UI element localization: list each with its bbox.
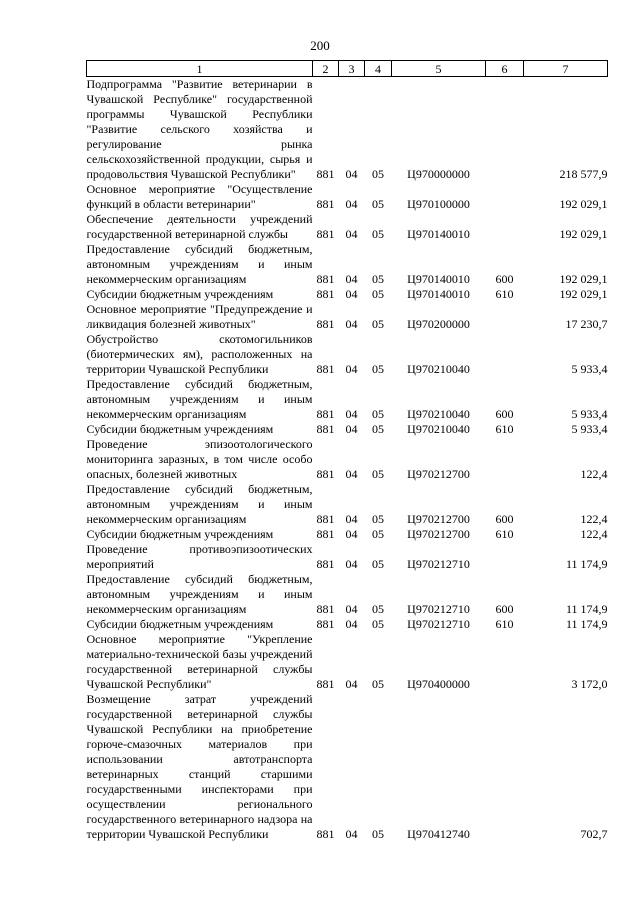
cell-amount: 192 029,1 <box>559 197 608 211</box>
row-name: Обеспечение деятельности учреждений государственной ветеринарной службы <box>86 212 313 241</box>
cell-target: Ц970100000 <box>407 197 470 211</box>
cell-subsection: 05 <box>372 512 384 526</box>
cell-ministry: 881 <box>316 557 335 571</box>
row-name: Предоставление субсидий бюджетным, автономным учреждениям и иным некоммерческим организациям <box>86 482 313 526</box>
cell-amount: 17 230,7 <box>565 317 608 331</box>
cell-section: 04 <box>345 827 358 841</box>
cell-ministry: 881 <box>316 827 335 841</box>
table-row <box>87 632 608 692</box>
table-row <box>87 542 608 572</box>
table-row <box>87 422 608 437</box>
col-header-3: 3 <box>339 61 365 77</box>
row-name: Возмещение затрат учреждений государственной ветеринарной службы Чувашской Республики на приобретение горюче-смазочных материалов при использовании автотранспорта ветеринарных станций старшими государственными инспекторами при осуществлении регионального государственного ветеринарного надзора на территории Чувашской Республики <box>86 692 313 841</box>
cell-expense-type: 600 <box>495 512 514 526</box>
cell-subsection: 05 <box>372 287 384 301</box>
cell-section: 04 <box>345 197 358 211</box>
table-row <box>87 287 608 302</box>
cell-target: Ц970210040 <box>407 422 470 436</box>
cell-section: 04 <box>345 602 358 616</box>
row-name: Субсидии бюджетным учреждениям <box>86 422 274 436</box>
table-row <box>87 692 608 842</box>
table-row <box>87 617 608 632</box>
cell-expense-type: 610 <box>495 422 514 436</box>
cell-ministry: 881 <box>316 407 335 421</box>
cell-ministry: 881 <box>316 272 335 286</box>
table-row <box>87 212 608 242</box>
table-row <box>87 302 608 332</box>
cell-section: 04 <box>345 512 358 526</box>
table-row <box>87 332 608 377</box>
table-header-row <box>87 61 608 77</box>
cell-section: 04 <box>345 527 358 541</box>
cell-amount: 5 933,4 <box>571 422 608 436</box>
col-header-5: 5 <box>392 61 486 77</box>
cell-target: Ц970140010 <box>407 287 470 301</box>
cell-section: 04 <box>345 467 358 481</box>
col-header-4: 4 <box>365 61 392 77</box>
cell-target: Ц970212700 <box>407 512 470 526</box>
row-name: Подпрограмма "Развитие ветеринарии в Чувашской Республике" государственной программы Чувашской Республики "Развитие сельского хозяйства и регулирование рынка сельскохозяйственной продукции, сырья и продовольствия Чувашской Республики" <box>86 77 313 181</box>
cell-amount: 122,4 <box>580 512 608 526</box>
cell-ministry: 881 <box>316 602 335 616</box>
cell-amount: 192 029,1 <box>559 272 608 286</box>
cell-amount: 122,4 <box>580 527 608 541</box>
cell-ministry: 881 <box>316 362 335 376</box>
table-row <box>87 77 608 183</box>
cell-subsection: 05 <box>372 827 384 841</box>
cell-target: Ц970412740 <box>407 827 470 841</box>
cell-target: Ц970212710 <box>407 602 470 616</box>
row-name: Основное мероприятие "Предупреждение и ликвидация болезней животных" <box>86 302 313 331</box>
table-row <box>87 242 608 287</box>
cell-amount: 218 577,9 <box>559 167 608 181</box>
cell-subsection: 05 <box>372 422 384 436</box>
row-name: Основное мероприятие "Осуществление функций в области ветеринарии" <box>86 182 313 211</box>
cell-expense-type <box>486 302 524 332</box>
cell-section: 04 <box>345 287 358 301</box>
cell-target: Ц970210040 <box>407 407 470 421</box>
cell-target: Ц970200000 <box>407 317 470 331</box>
col-header-2: 2 <box>313 61 339 77</box>
cell-section: 04 <box>345 317 358 331</box>
cell-ministry: 881 <box>316 677 335 691</box>
cell-expense-type: 610 <box>495 527 514 541</box>
row-name: Субсидии бюджетным учреждениям <box>86 287 274 301</box>
cell-expense-type <box>486 542 524 572</box>
row-name: Проведение противоэпизоотических мероприятий <box>86 542 313 571</box>
cell-target: Ц970212710 <box>407 617 470 631</box>
row-name: Предоставление субсидий бюджетным, автономным учреждениям и иным некоммерческим организациям <box>86 242 313 286</box>
cell-expense-type <box>486 692 524 842</box>
cell-amount: 11 174,9 <box>565 617 608 631</box>
cell-expense-type <box>486 632 524 692</box>
cell-amount: 11 174,9 <box>565 602 608 616</box>
table-row <box>87 437 608 482</box>
cell-expense-type <box>486 437 524 482</box>
cell-amount: 122,4 <box>580 467 608 481</box>
cell-target: Ц970212710 <box>407 557 470 571</box>
cell-expense-type <box>486 77 524 183</box>
cell-subsection: 05 <box>372 272 384 286</box>
cell-target: Ц970400000 <box>407 677 470 691</box>
cell-amount: 11 174,9 <box>565 557 608 571</box>
cell-ministry: 881 <box>316 527 335 541</box>
cell-amount: 702,7 <box>580 827 608 841</box>
budget-table <box>86 60 608 842</box>
cell-subsection: 05 <box>372 167 384 181</box>
cell-target: Ц970140010 <box>407 272 470 286</box>
table-row <box>87 182 608 212</box>
cell-subsection: 05 <box>372 197 384 211</box>
cell-target: Ц970212700 <box>407 527 470 541</box>
cell-subsection: 05 <box>372 467 384 481</box>
cell-subsection: 05 <box>372 557 384 571</box>
cell-subsection: 05 <box>372 602 384 616</box>
cell-section: 04 <box>345 227 358 241</box>
cell-expense-type: 600 <box>495 407 514 421</box>
cell-ministry: 881 <box>316 617 335 631</box>
cell-target: Ц970212700 <box>407 467 470 481</box>
row-name: Основное мероприятие "Укрепление материально-технической базы учреждений государственной ветеринарной службы Чувашской Республики" <box>86 632 313 691</box>
cell-expense-type: 600 <box>495 602 514 616</box>
cell-ministry: 881 <box>316 422 335 436</box>
cell-section: 04 <box>345 167 358 181</box>
cell-subsection: 05 <box>372 362 384 376</box>
row-name: Субсидии бюджетным учреждениям <box>86 617 274 631</box>
cell-section: 04 <box>345 362 358 376</box>
col-header-6: 6 <box>486 61 524 77</box>
table-row <box>87 527 608 542</box>
row-name: Предоставление субсидий бюджетным, автономным учреждениям и иным некоммерческим организациям <box>86 572 313 616</box>
cell-expense-type <box>486 212 524 242</box>
cell-subsection: 05 <box>372 227 384 241</box>
cell-amount: 5 933,4 <box>571 362 608 376</box>
cell-section: 04 <box>345 557 358 571</box>
cell-target: Ц970210040 <box>407 362 470 376</box>
col-header-7: 7 <box>524 61 608 77</box>
cell-amount: 192 029,1 <box>559 227 608 241</box>
cell-target: Ц970000000 <box>407 167 470 181</box>
cell-section: 04 <box>345 617 358 631</box>
col-header-1: 1 <box>87 61 313 77</box>
cell-subsection: 05 <box>372 317 384 331</box>
cell-section: 04 <box>345 407 358 421</box>
cell-amount: 192 029,1 <box>559 287 608 301</box>
cell-subsection: 05 <box>372 677 384 691</box>
cell-ministry: 881 <box>316 287 335 301</box>
cell-amount: 3 172,0 <box>571 677 608 691</box>
row-name: Обустройство скотомогильников (биотермических ям), расположенных на территории Чувашской Республики <box>86 332 313 376</box>
cell-ministry: 881 <box>316 227 335 241</box>
cell-expense-type: 600 <box>495 272 514 286</box>
cell-section: 04 <box>345 422 358 436</box>
table-row <box>87 572 608 617</box>
cell-ministry: 881 <box>316 467 335 481</box>
cell-expense-type: 610 <box>495 617 514 631</box>
cell-ministry: 881 <box>316 197 335 211</box>
cell-expense-type: 610 <box>495 287 514 301</box>
cell-section: 04 <box>345 272 358 286</box>
cell-ministry: 881 <box>316 512 335 526</box>
table-row <box>87 377 608 422</box>
cell-amount: 5 933,4 <box>571 407 608 421</box>
cell-section: 04 <box>345 677 358 691</box>
cell-ministry: 881 <box>316 317 335 331</box>
row-name: Предоставление субсидий бюджетным, автономным учреждениям и иным некоммерческим организациям <box>86 377 313 421</box>
row-name: Субсидии бюджетным учреждениям <box>86 527 274 541</box>
row-name: Проведение эпизоотологического мониторинга заразных, в том числе особо опасных, болезней животных <box>86 437 313 481</box>
page-number: 200 <box>310 38 330 53</box>
cell-subsection: 05 <box>372 617 384 631</box>
cell-subsection: 05 <box>372 407 384 421</box>
cell-expense-type <box>486 182 524 212</box>
cell-ministry: 881 <box>316 167 335 181</box>
cell-target: Ц970140010 <box>407 227 470 241</box>
cell-subsection: 05 <box>372 527 384 541</box>
table-row <box>87 482 608 527</box>
cell-expense-type <box>486 332 524 377</box>
